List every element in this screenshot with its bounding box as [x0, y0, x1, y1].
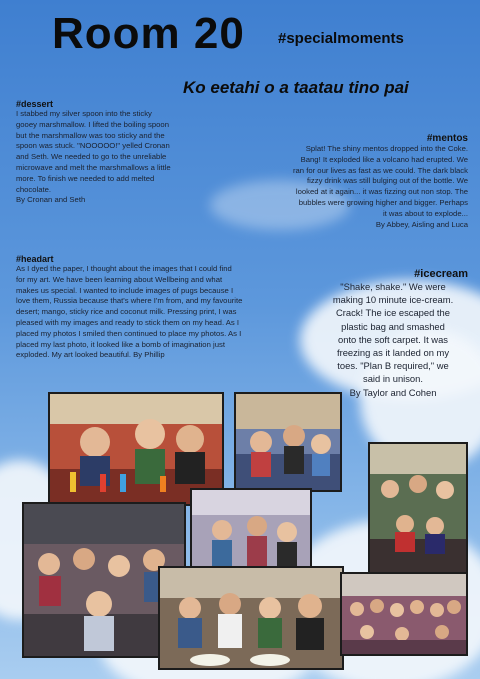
dessert-line: chocolate.	[16, 184, 52, 194]
icecream-line: onto the soft carpet. It was	[338, 333, 448, 345]
dessert-line: and Seth. We needed to go to the unreliable	[16, 152, 167, 162]
dessert-line: spoon was stuck. "NOOOOO!" yelled Cronan	[16, 141, 170, 151]
dessert-line: more. To finish we needed to add melted	[16, 173, 155, 183]
mentos-line: Bang! It exploded like a volcano had erupted. We	[300, 154, 468, 164]
icecream-text	[318, 280, 468, 399]
icecream-line: "Shake, shake." We were	[340, 281, 446, 292]
headart-line: exploded. My art looked beautiful. By Phillip	[16, 350, 165, 360]
photo-kids-hands-up	[190, 488, 312, 574]
headart-line: makes us special. I wanted to include images of pugs because I	[16, 285, 234, 295]
dessert-section	[16, 99, 256, 206]
mentos-section	[222, 133, 468, 230]
dessert-text	[16, 109, 256, 206]
dessert-line: but the marshmallow was too sticky and the	[16, 130, 165, 140]
headart-text	[16, 264, 316, 361]
mentos-line: Splat! The shiny mentos dropped into the Coke.	[305, 144, 468, 153]
headart-line: desert; mango, sticky rice and coconut milk. Pressing print, I was	[16, 307, 237, 317]
headart-line: placed my last photo, it looked like a bomb of imagination just	[16, 339, 225, 349]
dessert-tag: #dessert	[16, 99, 54, 109]
mentos-text	[222, 144, 468, 230]
icecream-line: toes. "Plan B required," we	[337, 360, 449, 372]
dessert-line: By Cronan and Seth	[16, 195, 86, 205]
icecream-line: plastic bag and smashed	[341, 320, 445, 332]
photo-kids-classroom-couch	[234, 392, 342, 492]
icecream-section	[318, 268, 468, 399]
dessert-line: gooey marshmallow. I lifted the boiling spoon	[16, 119, 169, 129]
mentos-line: fizzy drink was still bulging out of the bottle. We	[307, 176, 468, 186]
mentos-line: By Abbey, Aisling and Luca	[375, 219, 468, 229]
icecream-line: said in unison.	[363, 373, 423, 385]
headart-section	[16, 254, 316, 361]
headart-line: placed my photos I smiled then continued to place my photos. As I	[16, 328, 242, 338]
photo-kids-food-table	[158, 566, 344, 670]
page-title: Room 20	[52, 9, 245, 58]
icecream-line: Crack! The ice escaped the	[336, 307, 450, 319]
mentos-line: bubbles were growing higher and bigger. Perhaps	[298, 197, 468, 207]
photo-kids-group-right	[368, 442, 468, 578]
headart-tag: #headart	[16, 254, 54, 264]
page-subtitle: Ko eetahi o a taatau tino pai	[183, 78, 409, 97]
headart-line: love them, Russia because that's where I'm from, and my favourite	[16, 296, 243, 306]
header-hashtag: #specialmoments	[278, 30, 404, 47]
dessert-line: microwave and melt the marshmallows a little	[16, 162, 171, 172]
mentos-tag: #mentos	[426, 133, 468, 144]
photo-kids-class-bottom-right	[340, 572, 468, 656]
dessert-line: I stabbed my silver spoon into the sticky	[16, 109, 152, 118]
icecream-tag: #icecream	[414, 268, 468, 280]
mentos-line: it was about to explode...	[382, 208, 468, 218]
icecream-line: freezing as it landed on my	[336, 347, 450, 359]
headart-line: for my art. We have been learning about Wellbeing and what	[16, 274, 223, 284]
headart-line: pleased with my images and ready to stick them on my head. As I	[16, 317, 240, 327]
mentos-line: ran for our lives as fast as we could. The dark black	[292, 165, 468, 175]
icecream-line: By Taylor and Cohen	[349, 386, 437, 398]
icecream-line: making 10 minute ice-cream.	[332, 294, 454, 306]
headart-line: As I dyed the paper, I thought about the images that I could find	[16, 264, 232, 273]
mentos-line: looked at it again... it was fizzing out non stop. The	[295, 187, 468, 197]
